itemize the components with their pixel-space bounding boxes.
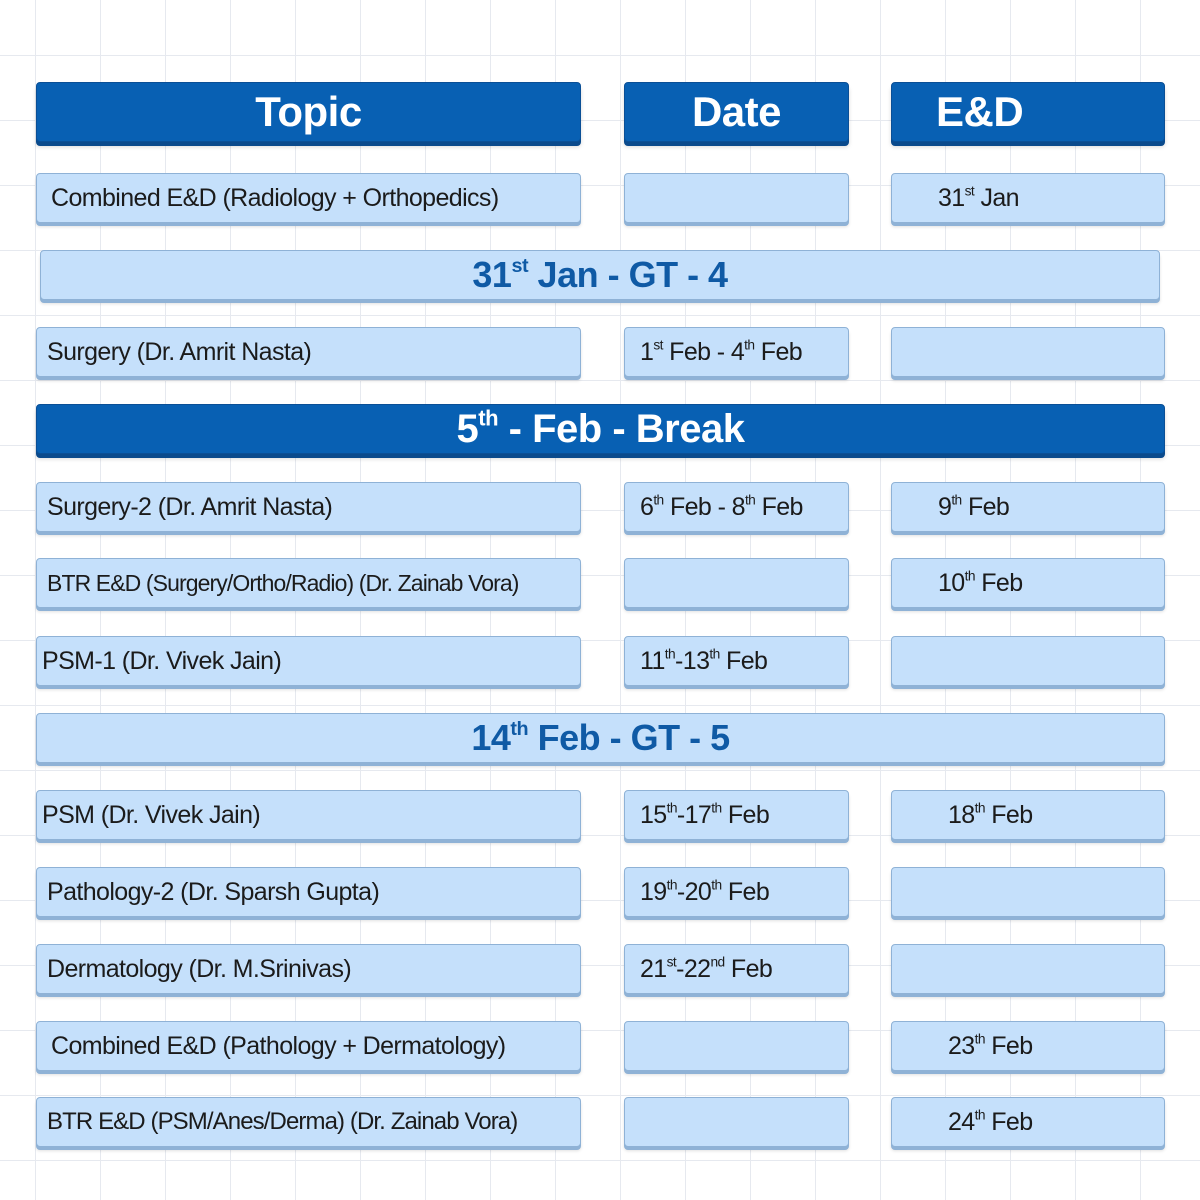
date-cell bbox=[624, 173, 849, 223]
date-cell bbox=[624, 482, 849, 532]
date-cell bbox=[624, 636, 849, 686]
ordinal-suffix: st bbox=[666, 954, 677, 970]
date-label: 1st Feb - 4th Feb bbox=[640, 337, 803, 366]
ed-cell bbox=[891, 558, 1165, 608]
ordinal-suffix: th bbox=[974, 1031, 985, 1047]
topic-label: Combined E&D (Pathology + Dermatology) bbox=[51, 1031, 506, 1060]
break-band-label: 5th - Feb - Break bbox=[456, 405, 745, 451]
ordinal-suffix: th bbox=[974, 800, 985, 816]
header-ed bbox=[891, 82, 1165, 142]
ordinal-suffix: th bbox=[711, 800, 722, 816]
ordinal-suffix: th bbox=[666, 800, 677, 816]
ed-cell bbox=[891, 482, 1165, 532]
ed-label: 9th Feb bbox=[938, 492, 1010, 521]
topic-cell bbox=[36, 327, 581, 377]
ordinal-suffix: th bbox=[664, 646, 676, 662]
header-topic bbox=[36, 82, 581, 142]
ed-cell bbox=[891, 327, 1165, 377]
header-topic-label: Topic bbox=[255, 88, 362, 135]
topic-cell bbox=[36, 1021, 581, 1071]
topic-cell bbox=[36, 636, 581, 686]
ordinal-suffix: th bbox=[964, 568, 975, 584]
date-cell bbox=[624, 558, 849, 608]
header-ed-label: E&D bbox=[936, 88, 1024, 135]
ed-cell bbox=[891, 173, 1165, 223]
gt-band-label: 31st Jan - GT - 4 bbox=[472, 254, 728, 295]
ordinal-suffix: st bbox=[653, 337, 663, 353]
ed-label: 23th Feb bbox=[948, 1031, 1033, 1060]
date-cell bbox=[624, 327, 849, 377]
ordinal-suffix: th bbox=[951, 492, 962, 508]
date-cell bbox=[624, 1021, 849, 1071]
date-label: 19th-20th Feb bbox=[640, 877, 770, 906]
topic-label: Combined E&D (Radiology + Orthopedics) bbox=[51, 183, 499, 212]
ordinal-suffix: th bbox=[744, 337, 755, 353]
ordinal-suffix: nd bbox=[710, 954, 725, 970]
ed-label: 10th Feb bbox=[938, 568, 1023, 597]
ordinal-suffix: st bbox=[964, 183, 975, 199]
ed-cell bbox=[891, 1097, 1165, 1147]
date-cell bbox=[624, 944, 849, 994]
ordinal-suffix: th bbox=[974, 1107, 985, 1123]
ordinal-suffix: st bbox=[511, 255, 529, 278]
ed-cell bbox=[891, 1021, 1165, 1071]
ordinal-suffix: th bbox=[478, 405, 499, 430]
break-band bbox=[36, 404, 1165, 454]
gt-band bbox=[40, 250, 1160, 300]
ordinal-suffix: th bbox=[510, 718, 529, 741]
date-label: 11th-13th Feb bbox=[640, 646, 768, 675]
topic-cell bbox=[36, 173, 581, 223]
topic-cell bbox=[36, 558, 581, 608]
ed-cell bbox=[891, 944, 1165, 994]
date-label: 6th Feb - 8th Feb bbox=[640, 492, 803, 521]
topic-label: Surgery-2 (Dr. Amrit Nasta) bbox=[47, 492, 333, 521]
gt-band bbox=[36, 713, 1165, 763]
date-label: 15th-17th Feb bbox=[640, 800, 770, 829]
date-label: 21st-22nd Feb bbox=[640, 954, 773, 983]
ordinal-suffix: th bbox=[653, 492, 664, 508]
date-cell bbox=[624, 867, 849, 917]
ed-cell bbox=[891, 790, 1165, 840]
topic-label: PSM (Dr. Vivek Jain) bbox=[42, 800, 261, 829]
ordinal-suffix: th bbox=[709, 646, 720, 662]
topic-cell bbox=[36, 944, 581, 994]
date-cell bbox=[624, 790, 849, 840]
ed-cell bbox=[891, 636, 1165, 686]
topic-label: Surgery (Dr. Amrit Nasta) bbox=[47, 337, 312, 366]
ordinal-suffix: th bbox=[666, 877, 677, 893]
ed-label: 24th Feb bbox=[948, 1107, 1033, 1136]
header-date bbox=[624, 82, 849, 142]
gt-band-label: 14th Feb - GT - 5 bbox=[471, 717, 730, 758]
ed-cell bbox=[891, 867, 1165, 917]
topic-label: PSM-1 (Dr. Vivek Jain) bbox=[42, 646, 282, 675]
topic-cell bbox=[36, 790, 581, 840]
ordinal-suffix: th bbox=[744, 492, 756, 508]
topic-cell bbox=[36, 867, 581, 917]
date-cell bbox=[624, 1097, 849, 1147]
topic-label: Pathology-2 (Dr. Sparsh Gupta) bbox=[47, 877, 380, 906]
topic-label: Dermatology (Dr. M.Srinivas) bbox=[47, 954, 352, 983]
ordinal-suffix: th bbox=[711, 877, 722, 893]
topic-label: BTR E&D (Surgery/Ortho/Radio) (Dr. Zainab Vora) bbox=[47, 569, 519, 596]
ed-label: 18th Feb bbox=[948, 800, 1033, 829]
topic-label: BTR E&D (PSM/Anes/Derma) (Dr. Zainab Vora) bbox=[47, 1108, 518, 1135]
header-date-label: Date bbox=[691, 88, 782, 135]
ed-label: 31st Jan bbox=[938, 183, 1019, 212]
topic-cell bbox=[36, 1097, 581, 1147]
topic-cell bbox=[36, 482, 581, 532]
